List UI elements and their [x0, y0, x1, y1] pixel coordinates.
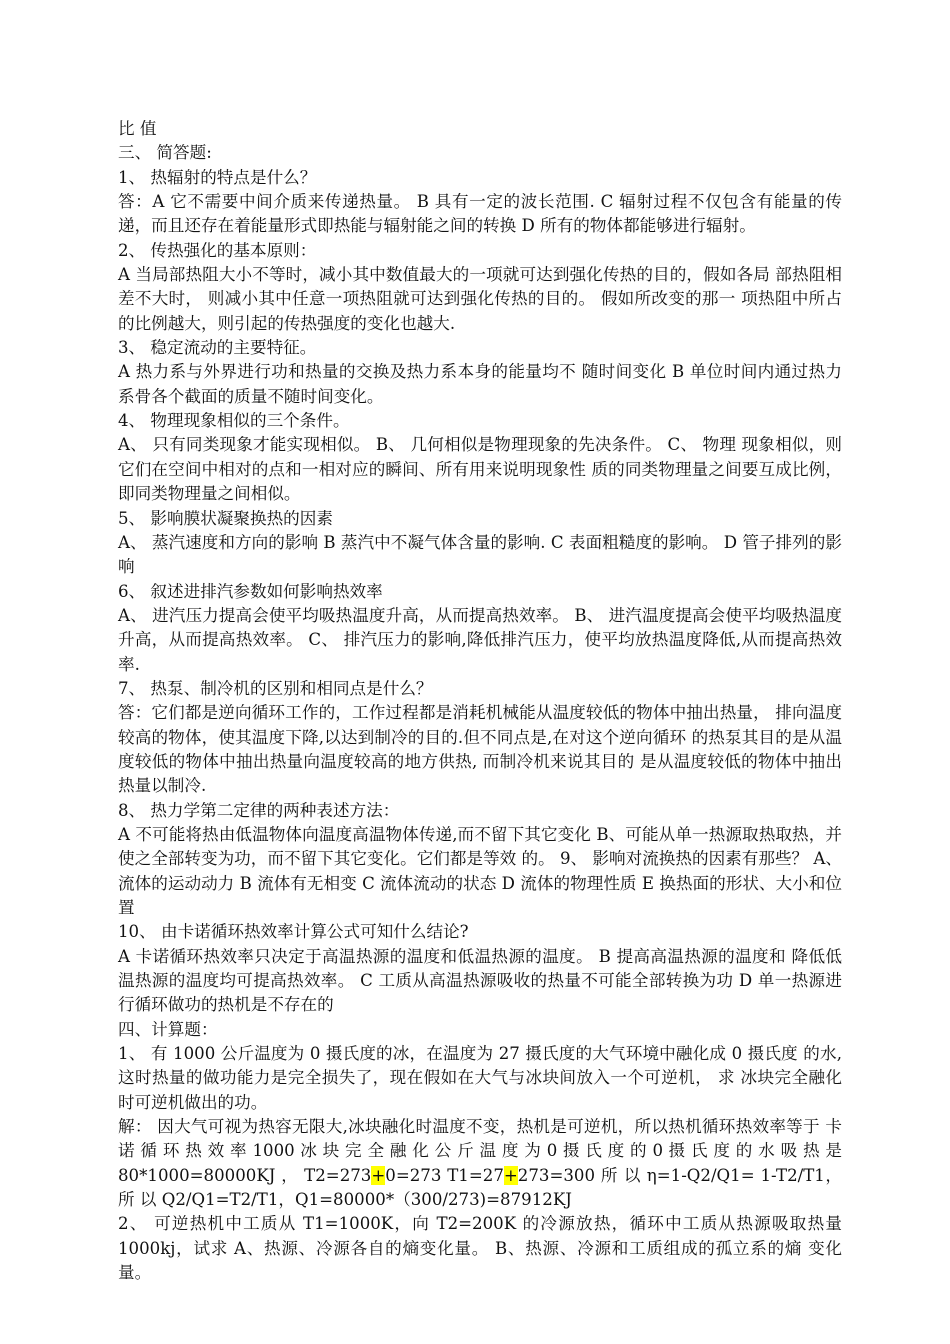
answer-3: A 热力系与外界进行功和热量的交换及热力系本身的能量均不 随时间变化 B 单位时间内通过热力系骨各个截面的质量不随时间变化。	[118, 362, 842, 406]
answer-1: 答：A 它不需要中间介质来传递热量。 B 具有一定的波长范围. C 辐射过程不仅包含有能量的传递，而且还存在着能量形式即热能与辐射能之间的转换 D 所有的物体都能够进行辐射。	[118, 192, 842, 236]
document-body	[118, 117, 842, 1286]
answer-7: 答：它们都是逆向循环工作的，工作过程都是消耗机械能从温度较低的物体中抽出热量， 排向温度较高的物体，使其温度下降,以达到制冷的目的.但不同点是,在对这个逆向循环 的热泵其目的是从温度较低的物体中抽出热量向温度较高的地方供热, 而制冷机来说其目的 是从温度较低的物体中抽出热量以制冷.	[118, 703, 842, 796]
question-3: 3、 稳定流动的主要特征。	[118, 338, 317, 358]
text-fragment: 比 值	[118, 119, 157, 138]
highlighted-plus: +	[503, 1165, 518, 1185]
question-10: 10、 由卡诺循环热效率计算公式可知什么结论?	[118, 922, 469, 942]
question-4: 4、 物理现象相似的三个条件。	[118, 411, 350, 431]
section-heading-calculation: 四、计算题：	[118, 1019, 218, 1039]
calc-question-2: 2、 可逆热机中工质从 T1=1000K，向 T2=200K 的冷源放热，循环中工质从热源吸取热量 1000kj，试求 A、热源、冷源各自的熵变化量。 B、热源、冷源和工质组成的孤立系的熵 变化量。	[118, 1214, 842, 1283]
section-heading-short-answer: 三、 简答题:	[118, 143, 212, 163]
answer-10: A 卡诺循环热效率只决定于高温热源的温度和低温热源的温度。 B 提高高温热源的温度和 降低低温热源的温度均可提高热效率。 C 工质从高温热源吸收的热量不可能全部转换为功 D 单一热源进行循环做功的热机是不存在的	[118, 946, 842, 1015]
question-2: 2、 传热强化的基本原则：	[118, 240, 317, 260]
answer-2: A 当局部热阻大小不等时，减小其中数值最大的一项就可达到强化传热的目的，假如各局 部热阻相差不大时， 则减小其中任意一项热阻就可达到强化传热的目的。 假如所改变的那一 项热阻中所占的比例越大，则引起的传热强度的变化也越大.	[118, 265, 842, 333]
answer-6: A、 进汽压力提高会使平均吸热温度升高，从而提高热效率。 B、 进汽温度提高会使平均吸热温度升高，从而提高热效率。 C、 排汽压力的影响,降低排汽压力，使平均放热温度降低,从而提高热效率.	[118, 605, 842, 674]
solution-text: 0=273 T1=27	[385, 1165, 504, 1185]
solution-text: 解： 因大气可视为热容无限大,冰块融化时温度不变，热机是可逆机，所以热机循环热效率等于 卡 诺 循 环 热 效 率 1000 冰 块 完 全 融 化 公 斤 温 度 为 0 摄 氏 度 的 0 摄 氏 度 的 水 吸 热 是 80*1000=80000KJ ， T2=273	[118, 1117, 842, 1185]
answer-8-and-question-9: A 不可能将热由低温物体向温度高温物体传递,而不留下其它变化 B、可能从单一热源取热取热，并使之全部转变为功，而不留下其它变化。它们都是等效 的。 9、 影响对流换热的因素有那些？ A、 流体的运动动力 B 流体有无相变 C 流体流动的状态 D 流体的物理性质 E 换热面的形状、大小和位置	[118, 824, 842, 917]
question-7: 7、 热泵、制冷机的区别和相同点是什么？	[118, 678, 433, 698]
calc-solution-1	[118, 1115, 842, 1212]
question-1: 1、 热辐射的特点是什么？	[118, 167, 317, 187]
highlighted-plus: +	[371, 1165, 386, 1185]
question-8: 8、 热力学第二定律的两种表述方法：	[118, 800, 400, 820]
question-5: 5、 影响膜状凝聚换热的因素	[118, 508, 333, 528]
answer-4: A、 只有同类现象才能实现相似。 B、 几何相似是物理现象的先决条件。 C、 物理 现象相似，则它们在空间中相对的点和一相对应的瞬间、所有用来说明现象性 质的同类物理量之间要互成比例，即同类物理量之间相似。	[118, 435, 842, 504]
answer-5: A、 蒸汽速度和方向的影响 B 蒸汽中不凝气体含量的影响. C 表面粗糙度的影响。 D 管子排列的影响	[118, 532, 842, 577]
question-6: 6、 叙述进排汽参数如何影响热效率	[118, 581, 383, 601]
solution-text: 273=300 所 以 η=1-Q2/Q1= 1-T2/T1， 所 以 Q2/Q1=T2/T1，Q1=80000*（300/273)=87912KJ	[118, 1165, 842, 1210]
calc-question-1: 1、 有 1000 公斤温度为 0 摄氏度的冰，在温度为 27 摄氏度的大气环境中融化成 0 摄氏度 的水,这时热量的做功能力是完全损失了，现在假如在大气与冰块间放入一个可逆机， 求 冰块完全融化时可逆机做出的功。	[118, 1044, 842, 1112]
